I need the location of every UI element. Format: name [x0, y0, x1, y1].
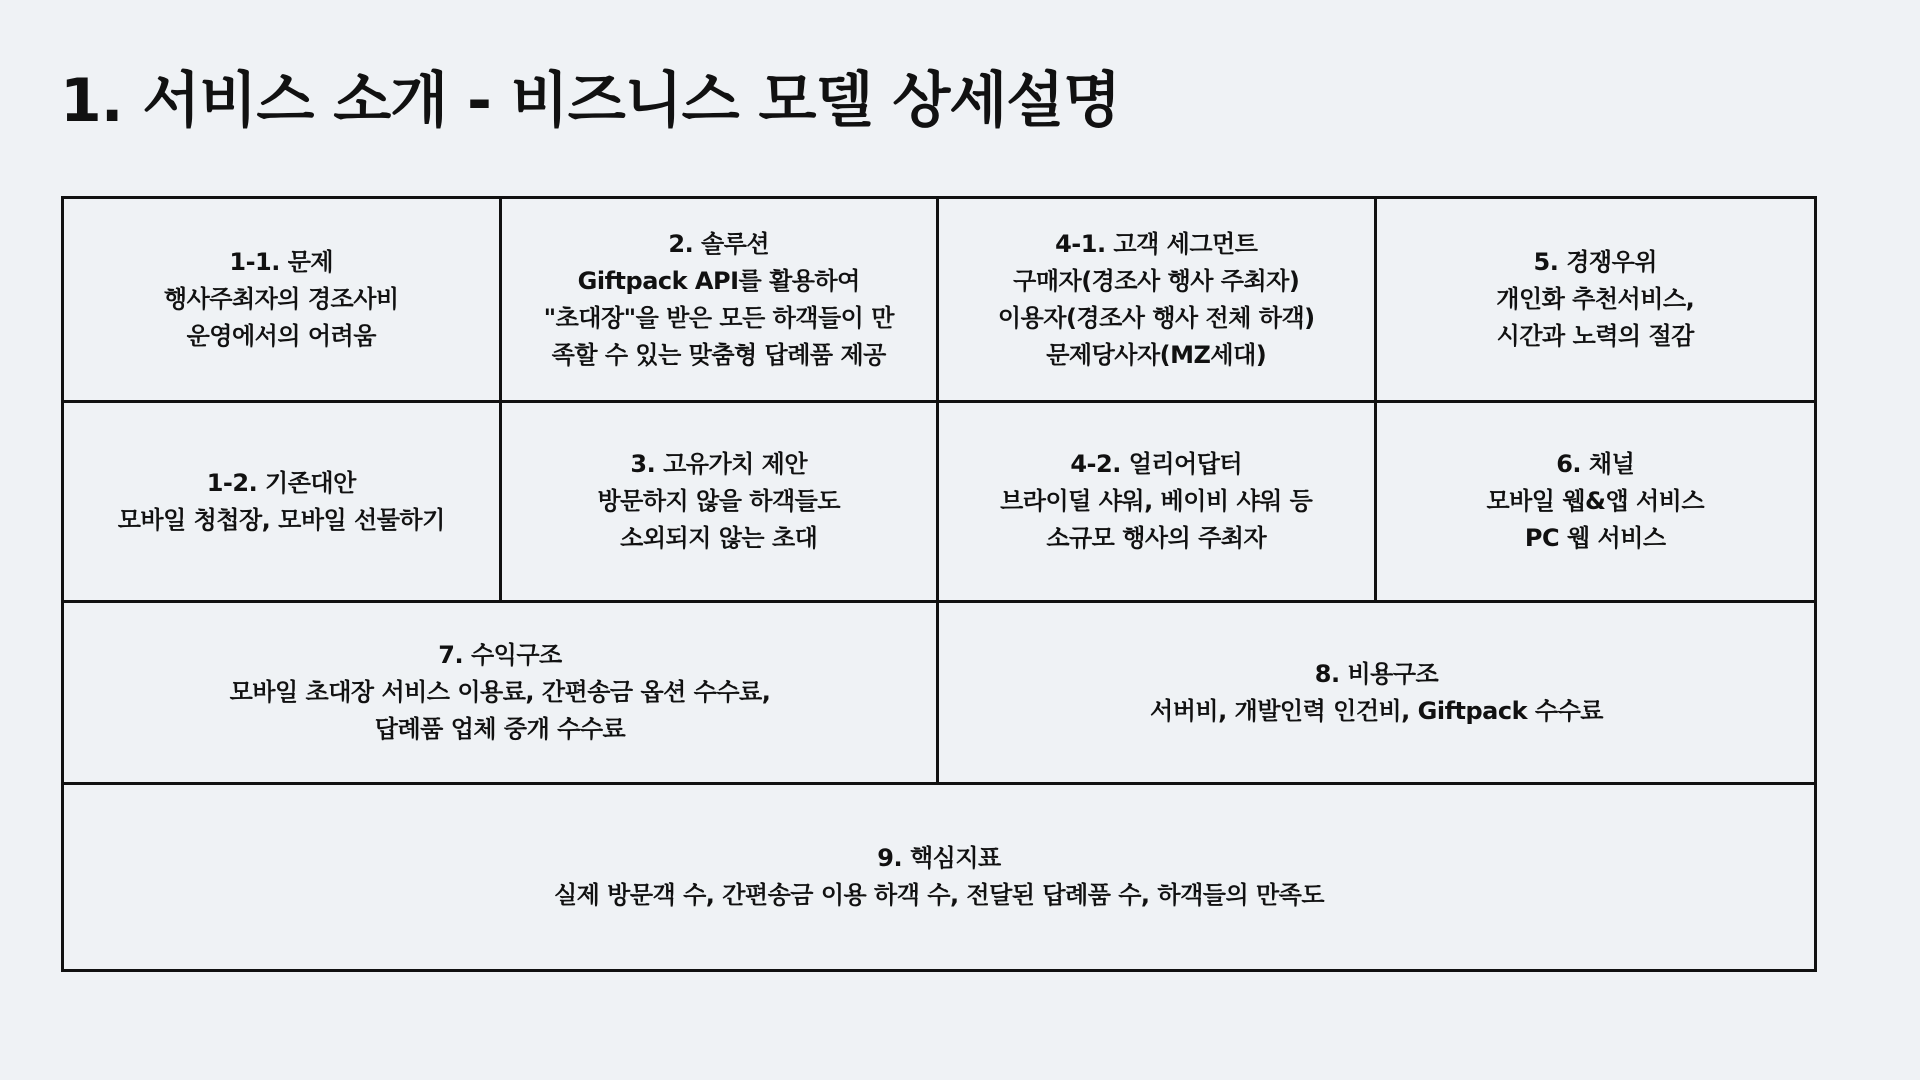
cell-text: PC 웹 서비스 [1524, 524, 1666, 552]
cell-heading: 9. 핵심지표 [877, 844, 1001, 872]
cell-text: 소규모 행사의 주최자 [1046, 524, 1267, 552]
cell-text: 문제당사자(MZ세대) [1046, 340, 1267, 369]
cell-heading: 4-1. 고객 세그먼트 [1055, 229, 1258, 258]
cell-heading: 5. 경쟁우위 [1533, 248, 1657, 276]
cell-text: 브라이덜 샤워, 베이비 샤워 등 [1000, 487, 1313, 515]
cell-text: "초대장"을 받은 모든 하객들이 만 [543, 303, 894, 332]
cell-unique-value [502, 403, 940, 603]
cell-text: 시간과 노력의 절감 [1496, 322, 1694, 350]
cell-text: 이용자(경조사 행사 전체 하객) [997, 303, 1315, 332]
cell-competitive-advantage [1377, 199, 1815, 403]
cell-solution [502, 199, 940, 403]
cell-text: 구매자(경조사 행사 주최자) [1013, 266, 1300, 295]
cell-heading: 6. 채널 [1556, 450, 1635, 478]
cell-heading: 3. 고유가치 제안 [630, 450, 808, 478]
cell-text: 행사주최자의 경조사비 [163, 285, 399, 313]
cell-heading: 1-1. 문제 [229, 248, 334, 276]
cell-revenue [64, 603, 939, 785]
cell-text: 실제 방문객 수, 간편송금 이용 하객 수, 전달된 답례품 수, 하객들의 만족도 [553, 881, 1325, 909]
cell-text: Giftpack API를 활용하여 [577, 266, 860, 295]
cell-text: 모바일 초대장 서비스 이용료, 간편송금 옵션 수수료, [229, 678, 771, 706]
cell-cost [939, 603, 1814, 785]
cell-text: 소외되지 않는 초대 [620, 524, 818, 552]
cell-channel [1377, 403, 1815, 603]
cell-heading: 2. 솔루션 [668, 229, 770, 258]
cell-existing-alternatives [64, 403, 502, 603]
cell-text: 모바일 청첩장, 모바일 선물하기 [117, 505, 445, 534]
cell-text: 모바일 웹&앱 서비스 [1486, 487, 1705, 515]
cell-text: 방문하지 않을 하객들도 [597, 487, 841, 515]
cell-problem [64, 199, 502, 403]
cell-text: 운영에서의 어려움 [186, 322, 376, 350]
cell-customer-segment [939, 199, 1377, 403]
cell-text: 답례품 업체 중개 수수료 [374, 715, 626, 743]
cell-early-adopter [939, 403, 1377, 603]
cell-heading: 1-2. 기존대안 [206, 468, 356, 497]
slide-title: 1. 서비스 소개 - 비즈니스 모델 상세설명 [60, 66, 1121, 136]
cell-text: 족할 수 있는 맞춤형 답례품 제공 [551, 340, 886, 369]
business-model-canvas [61, 196, 1817, 972]
cell-text: 개인화 추천서비스, [1496, 285, 1695, 313]
cell-key-metrics [64, 785, 1814, 969]
cell-heading: 8. 비용구조 [1314, 659, 1439, 688]
cell-text: 서버비, 개발인력 인건비, Giftpack 수수료 [1150, 696, 1603, 725]
cell-heading: 4-2. 얼리어답터 [1070, 450, 1243, 478]
cell-heading: 7. 수익구조 [438, 641, 562, 669]
